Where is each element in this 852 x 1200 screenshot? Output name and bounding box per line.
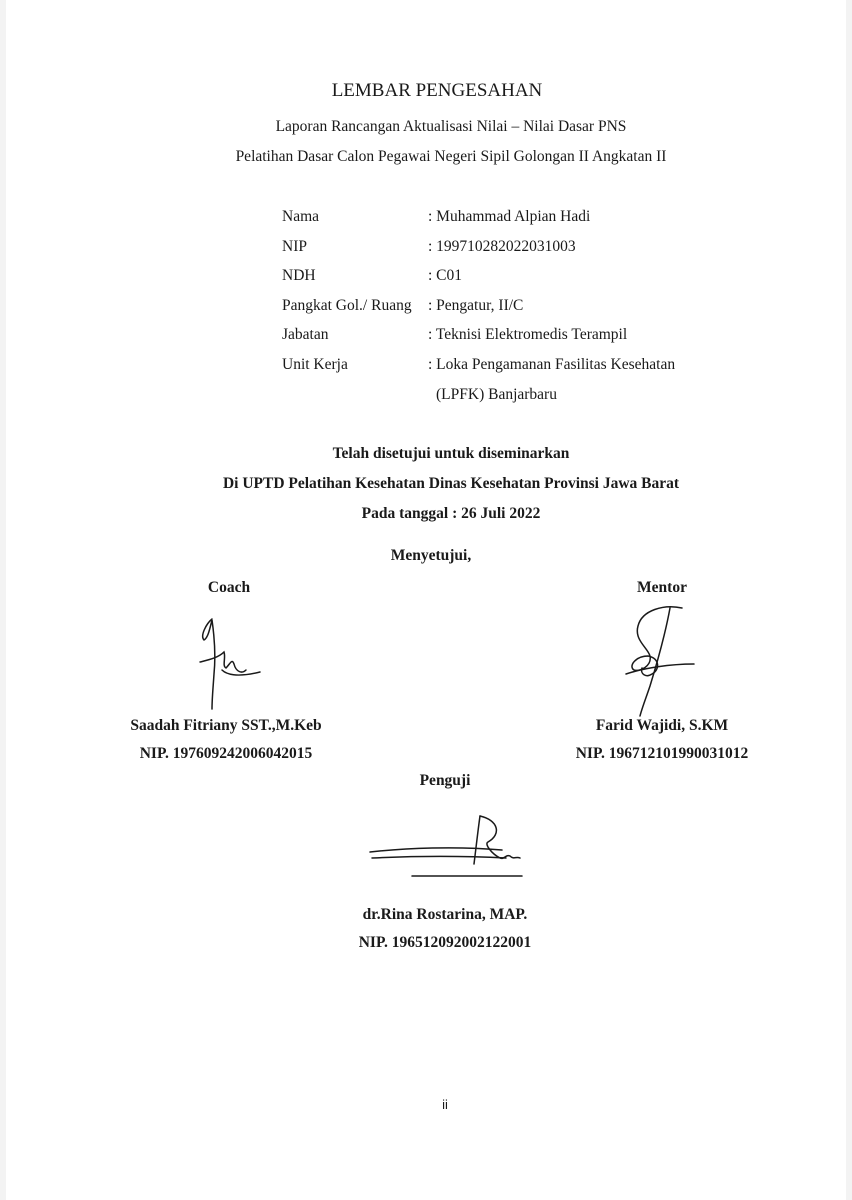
info-value: : Muhammad Alpian Hadi [428, 208, 591, 225]
info-value: : Teknisi Elektromedis Terampil [428, 326, 628, 343]
examiner-name: dr.Rina Rostarina, MAP. [362, 906, 528, 923]
agree-label: Menyetujui, [390, 547, 472, 564]
info-label: Unit Kerja [282, 356, 348, 373]
approval-line-3: Pada tanggal : 26 Juli 2022 [361, 505, 541, 522]
coach-name: Saadah Fitriany SST.,M.Keb [130, 717, 322, 734]
approval-line-2: Di UPTD Pelatihan Kesehatan Dinas Kesehatan Provinsi Jawa Barat [222, 475, 680, 492]
approval-line-1: Telah disetujui untuk diseminarkan [332, 445, 570, 462]
examiner-role: Penguji [419, 772, 471, 789]
info-row-name [6, 208, 846, 228]
info-row-ndh [6, 267, 846, 287]
info-value: : C01 [428, 267, 463, 284]
info-row-rank [6, 297, 846, 317]
coach-nip: NIP. 197609242006042015 [139, 745, 313, 762]
coach-role: Coach [207, 579, 251, 596]
examiner-signature [366, 810, 536, 890]
page-number: ii [442, 1097, 448, 1112]
info-continuation: (LPFK) Banjarbaru [436, 386, 557, 403]
info-row-nip [6, 238, 846, 258]
training-subtitle: Pelatihan Dasar Calon Pegawai Negeri Sipil Golongan II Angkatan II [235, 148, 667, 165]
info-value: : Pengatur, II/C [428, 297, 524, 314]
examiner-nip: NIP. 196512092002122001 [358, 934, 532, 951]
mentor-name: Farid Wajidi, S.KM [595, 717, 729, 734]
mentor-nip: NIP. 196712101990031012 [575, 745, 749, 762]
info-row-position [6, 326, 846, 346]
page-title: LEMBAR PENGESAHAN [331, 80, 543, 101]
coach-signature [192, 614, 272, 714]
info-label: NIP [282, 238, 307, 255]
info-value: : Loka Pengamanan Fasilitas Kesehatan [428, 356, 676, 373]
info-label: NDH [282, 267, 316, 284]
report-subtitle: Laporan Rancangan Aktualisasi Nilai – Nilai Dasar PNS [275, 118, 627, 135]
info-label: Nama [282, 208, 320, 225]
document-page [6, 0, 846, 1200]
info-label: Pangkat Gol./ Ruang [282, 297, 412, 314]
mentor-role: Mentor [637, 579, 687, 596]
mentor-signature [604, 600, 714, 720]
info-row-work-unit [6, 356, 846, 376]
info-value: : 199710282022031003 [428, 238, 576, 255]
info-label: Jabatan [282, 326, 329, 343]
